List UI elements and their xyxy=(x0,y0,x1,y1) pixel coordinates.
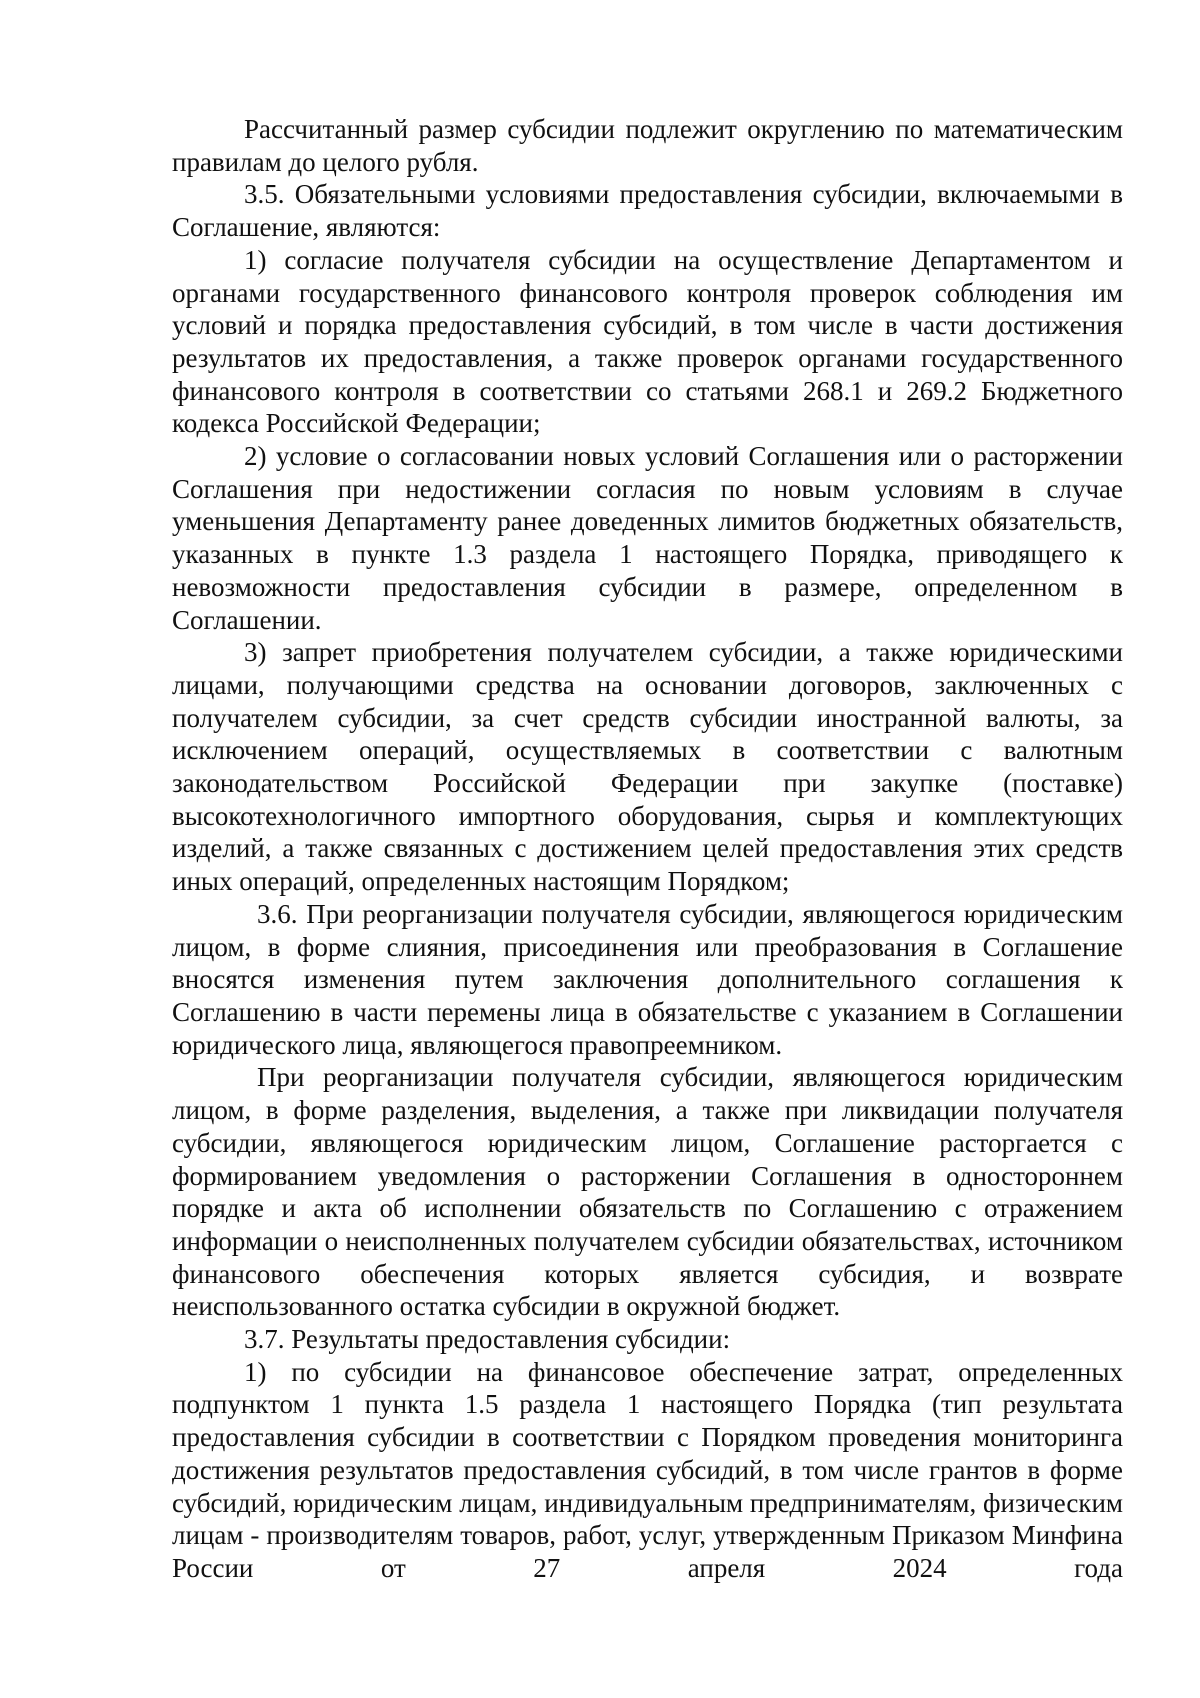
paragraph-rounding: Рассчитанный размер субсидии подлежит округлению по математическим правилам до целого рубля. xyxy=(172,114,1123,177)
paragraph-3-6: 3.6. При реорганизации получателя субсидии, являющегося юридическим лицом, в форме слияния, присоединения или преобразования в Соглашение вносятся изменения путем заключения дополнительного соглашения к Соглашению в части перемены лица в обязательстве с указанием в Соглашении юридического лица, являющегося правопреемником. xyxy=(172,898,1123,1060)
paragraph-3-6-liquidation: При реорганизации получателя субсидии, являющегося юридическим лицом, в форме разделения, выделения, а также при ликвидации получателя субсидии, являющегося юридическим лицом, Соглашение расторгается с формированием уведомления о расторжении Соглашения в одностороннем порядке и акта об исполнении обязательств по Соглашению с отражением информации о неисполненных получателем субсидии обязательствах, источником финансового обеспечения которых является субсидия, и возврате неиспользованного остатка субсидии в окружной бюджет. xyxy=(172,1062,1123,1322)
paragraph-3-5-item-2: 2) условие о согласовании новых условий Соглашения или о расторжении Соглашения при недостижении согласия по новым условиям в случае уменьшения Департаменту ранее доведенных лимитов бюджетных обязательств, указанных в пункте 1.3 раздела 1 настоящего Порядка, приводящего к невозможности предоставления субсидии в размере, определенном в Соглашении. xyxy=(172,441,1123,635)
paragraph-3-5-item-1: 1) согласие получателя субсидии на осуществление Департаментом и органами государственного финансового контроля проверок соблюдения им условий и порядка предоставления субсидий, в том числе в части достижения результатов их предоставления, а также проверок органами государственного финансового контроля в соответствии со статьями 268.1 и 269.2 Бюджетного кодекса Российской Федерации; xyxy=(172,244,1123,439)
paragraph-3-5-heading: 3.5. Обязательными условиями предоставления субсидии, включаемыми в Соглашение, являются: xyxy=(172,179,1123,243)
paragraph-3-7-heading: 3.7. Результаты предоставления субсидии: xyxy=(244,1324,731,1355)
paragraph-3-7-item-1: 1) по субсидии на финансовое обеспечение затрат, определенных подпунктом 1 пункта 1.5 раздела 1 настоящего Порядка (тип результата предоставления субсидии в соответствии с Порядком проведения мониторинга достижения результатов предоставления субсидий, в том числе грантов в форме субсидий, юридическим лицам, индивидуальным предпринимателям, физическим лицам - производителям товаров, работ, услуг, утвержденным Приказом Минфина России от 27 апреля 2024 года xyxy=(172,1356,1123,1583)
document-page xyxy=(172,113,1123,1585)
paragraph-3-5-item-3: 3) запрет приобретения получателем субсидии, а также юридическими лицами, получающими средства на основании договоров, заключенных с получателем субсидии, за счет средств субсидии иностранной валюты, за исключением операций, осуществляемых в соответствии с валютным законодательством Российской Федерации при закупке (поставке) высокотехнологичного импортного оборудования, сырья и комплектующих изделий, а также связанных с достижением целей предоставления этих средств иных операций, определенных настоящим Порядком; xyxy=(172,637,1123,897)
